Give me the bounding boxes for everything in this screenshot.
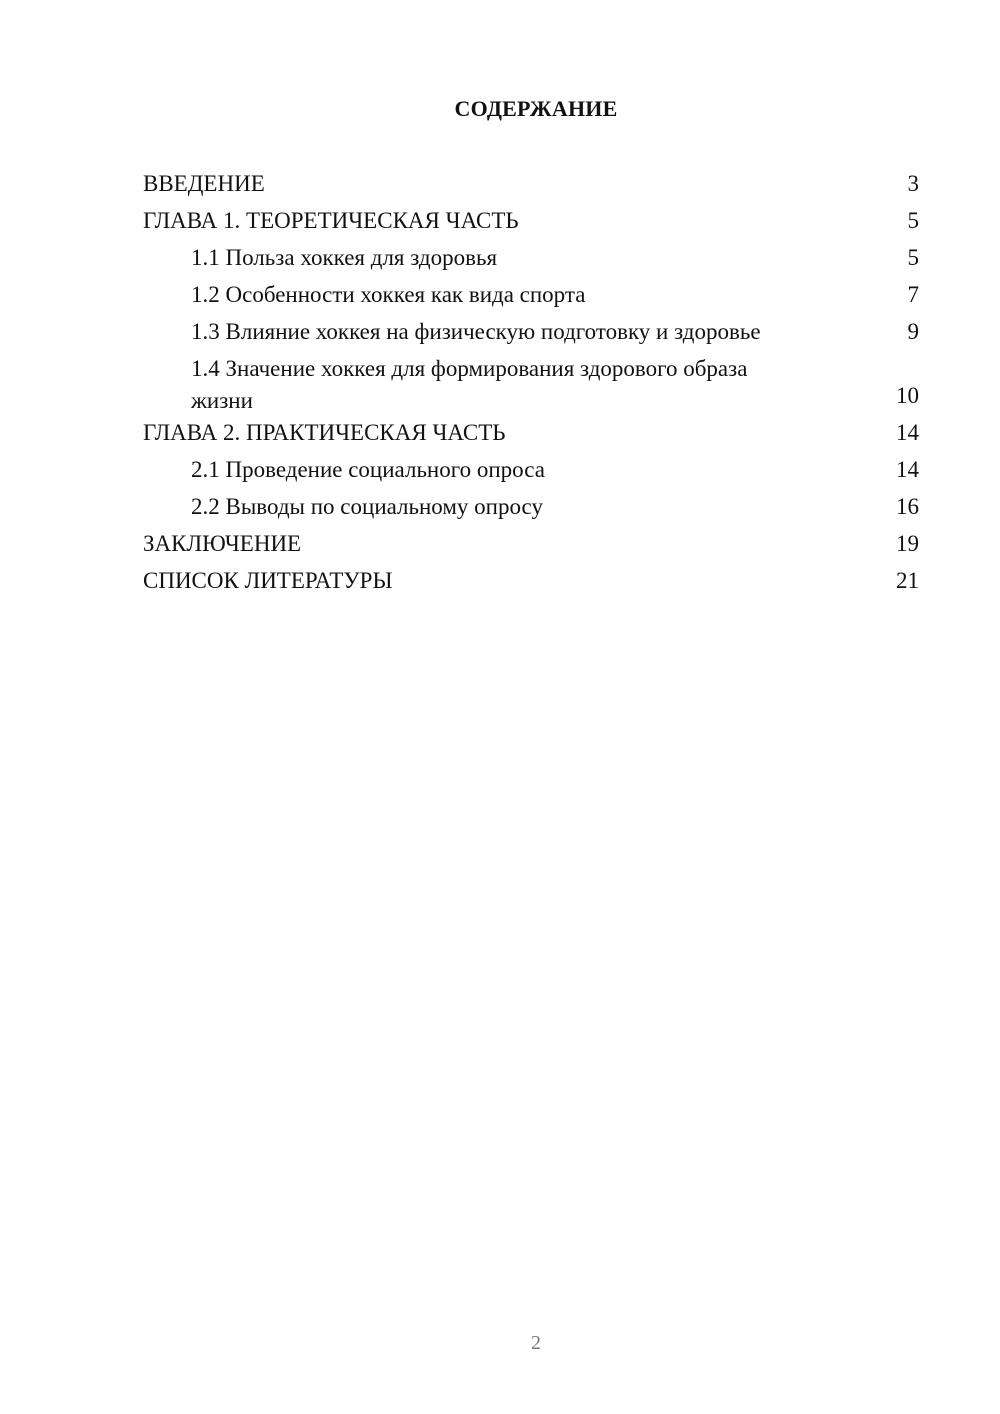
toc-entry-section-1-4[interactable] — [143, 353, 919, 417]
toc-entry-page: 14 — [896, 420, 919, 445]
toc-entry-conclusion[interactable] — [143, 528, 919, 565]
toc-entry-label: 2.2 Выводы по социальному опросу — [191, 494, 543, 519]
toc-entry-label: 2.1 Проведение социального опроса — [191, 457, 545, 482]
toc-entry-page: 7 — [907, 282, 919, 307]
toc-entry-page: 21 — [896, 568, 919, 593]
toc-entry-label: ЗАКЛЮЧЕНИЕ — [143, 531, 302, 556]
toc-entry-section-1-1[interactable] — [143, 242, 919, 279]
toc-entry-section-1-3[interactable] — [143, 316, 919, 353]
toc-title: СОДЕРЖАНИЕ — [454, 96, 618, 121]
toc-entry-label: ГЛАВА 2. ПРАКТИЧЕСКАЯ ЧАСТЬ — [143, 420, 506, 445]
table-of-contents — [143, 168, 919, 602]
toc-entry-label: ГЛАВА 1. ТЕОРЕТИЧЕСКАЯ ЧАСТЬ — [143, 208, 519, 233]
toc-entry-page: 5 — [907, 245, 919, 270]
toc-entry-label: 1.3 Влияние хоккея на физическую подготовку и здоровье — [191, 319, 761, 344]
toc-entry-chapter-2[interactable] — [143, 417, 919, 454]
toc-entry-page: 9 — [907, 319, 919, 344]
toc-entry-page: 19 — [896, 531, 919, 556]
toc-entry-page: 5 — [907, 208, 919, 233]
toc-entry-references[interactable] — [143, 565, 919, 602]
toc-entry-label: СПИСОК ЛИТЕРАТУРЫ — [143, 568, 393, 593]
toc-entry-chapter-1[interactable] — [143, 205, 919, 242]
toc-entry-section-2-2[interactable] — [143, 491, 919, 528]
toc-entry-introduction[interactable] — [143, 168, 919, 205]
toc-entry-section-1-2[interactable] — [143, 279, 919, 316]
toc-entry-label: 1.2 Особенности хоккея как вида спорта — [191, 282, 586, 307]
toc-entry-page: 14 — [896, 457, 919, 482]
toc-entry-page: 16 — [896, 494, 919, 519]
toc-entry-section-2-1[interactable] — [143, 454, 919, 491]
toc-entry-label: 1.4 Значение хоккея для формирования здорового образа жизни — [191, 356, 748, 413]
toc-entry-label: ВВЕДЕНИЕ — [143, 171, 265, 196]
toc-entry-page: 10 — [896, 383, 919, 408]
page-number: 2 — [531, 1332, 541, 1354]
toc-entry-page: 3 — [907, 171, 919, 196]
toc-entry-label: 1.1 Польза хоккея для здоровья — [191, 245, 498, 270]
